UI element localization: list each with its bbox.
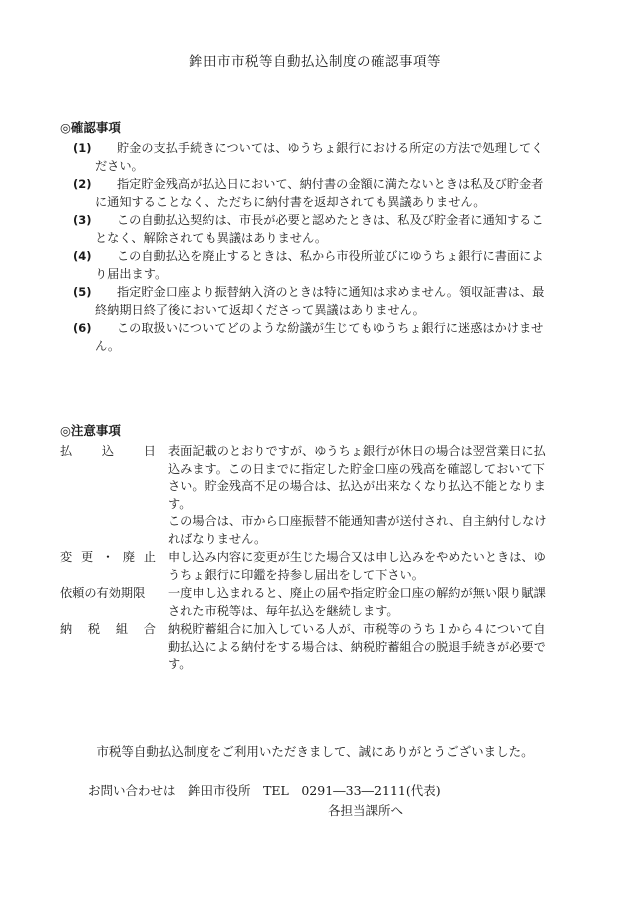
confirm-item-3 (60, 212, 550, 247)
note-body (168, 621, 550, 674)
note-paragraph: 表面記載のとおりですが、ゆうちょ銀行が休日の場合は翌営業日に払込みます。この日までに指定した貯金口座の残高を確認しておいて下さい。貯金残高不足の場合は、払込が出来なくなり払込不能となります。 (168, 444, 546, 511)
note-row-change-cancel (60, 549, 550, 584)
note-row-payment-date (60, 443, 550, 548)
confirm-heading: ◎確認事項 (60, 120, 121, 135)
confirm-item-5 (60, 284, 550, 319)
note-paragraph: 一度申し込まれると、廃止の届や指定貯金口座の解約が無い限り賦課された市税等は、毎年払込を継続します。 (168, 586, 546, 618)
note-body (168, 585, 550, 620)
confirm-item-text: この自動払込を廃止するときは、私から市役所並びにゆうちょ銀行に書面により届出ます。 (95, 249, 544, 281)
note-label: 依頼の有効期限 (60, 586, 146, 600)
note-body (168, 443, 550, 548)
notes-list (60, 443, 550, 675)
contact-office: 鉾田市役所 (188, 783, 251, 798)
note-label: 変更・廃止 (60, 550, 156, 564)
confirm-item-number: (3) (73, 213, 92, 227)
contact-tel-number: 0291―33―2111(代表) (301, 783, 441, 798)
confirm-item-text: この取扱いについてどのような紛議が生じてもゆうちょ銀行に迷惑はかけません。 (95, 321, 544, 353)
note-row-tax-union (60, 621, 550, 674)
confirm-item-number: (4) (73, 249, 92, 263)
confirm-item-number: (5) (73, 285, 92, 299)
confirm-list (60, 140, 550, 356)
confirm-item-4 (60, 248, 550, 283)
page-title: 鉾田市市税等自動払込制度の確認事項等 (189, 54, 441, 70)
thanks-message: 市税等自動払込制度をご利用いただきまして、誠にありがとうございました。 (96, 744, 534, 759)
note-body (168, 549, 550, 584)
contact-department: 各担当課所へ (328, 803, 404, 818)
confirm-item-number: (1) (73, 141, 92, 155)
note-label: 払込日 (60, 444, 156, 458)
confirm-item-number: (2) (73, 177, 92, 191)
note-label: 納税組合 (60, 622, 156, 636)
notes-heading: ◎注意事項 (60, 423, 121, 438)
confirm-item-text: 指定貯金口座より振替納入済のときは特に通知は求めません。領収証書は、最終納期日終了後において返却くださって異議はありません。 (95, 285, 545, 317)
contact-label: お問い合わせは (88, 783, 176, 798)
note-row-validity (60, 585, 550, 620)
contact-tel-label: TEL (263, 783, 289, 798)
note-paragraph: 申し込み内容に変更が生じた場合又は申し込みをやめたいときは、ゆうちょ銀行に印鑑を持参し届出をして下さい。 (168, 550, 546, 582)
confirm-item-number: (6) (73, 321, 92, 335)
confirm-item-6 (60, 320, 550, 355)
confirm-item-text: 貯金の支払手続きについては、ゆうちょ銀行における所定の方法で処理してください。 (95, 141, 544, 173)
contact-line (88, 781, 441, 799)
note-paragraph: この場合は、市から口座振替不能通知書が送付され、自主納付しなければなりません。 (168, 514, 547, 546)
confirm-item-text: この自動払込契約は、市長が必要と認めたときは、私及び貯金者に通知することなく、解除されても異議はありません。 (95, 213, 544, 245)
confirm-item-2 (60, 176, 550, 211)
confirm-item-1 (60, 140, 550, 175)
note-paragraph: 納税貯蓄組合に加入している人が、市税等のうち１から４について自動払込による納付をする場合は、納税貯蓄組合の脱退手続きが必要です。 (168, 622, 546, 671)
confirm-item-text: 指定貯金残高が払込日において、納付書の金額に満たないときは私及び貯金者に通知することなく、ただちに納付書を返却されても異議ありません。 (95, 177, 544, 209)
